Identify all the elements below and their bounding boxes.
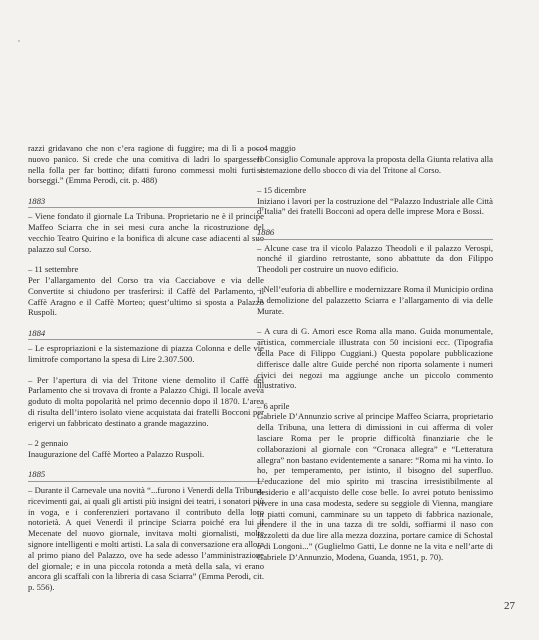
paragraph: – 15 dicembre Iniziano i lavori per la costruzione del “Palazzo Industriale alle Città d’Italia” dei fratelli Bocconi ad opera delle imprese Mora e Bossi. <box>257 184 493 217</box>
paragraph: – 11 settembre Per l’allargamento del Corso tra via Cacciabove e via delle Convertite si chiudono per trasferirsi: il Caffè del Parlamento, il Caffè Aragno e il Caffè Morteo; quest’ultimo si sposta a Palazzo Ruspoli. <box>28 264 264 318</box>
paragraph: razzi gridavano che non c’era ragione di fuggire; ma di lì a poco nuovo panico. Si crede che una comitiva di ladri lo spargessero nella folla per far bottino; difatti furono commessi molti furti e borseggi.” (Emma Perodi, cit. p. 488) <box>28 143 264 186</box>
left-column <box>28 143 264 602</box>
paragraph: – 2 gennaio Inaugurazione del Caffè Morteo a Palazzo Ruspoli. <box>28 438 205 459</box>
paragraph: – Le espropriazioni e la sistemazione di piazza Colonna e delle vie limitrofe comportano la spesa di Lire 2.307.500. <box>28 343 264 365</box>
year-heading: 1883 <box>28 196 264 209</box>
year-heading: 1885 <box>28 469 264 482</box>
paragraph: – Alcune case tra il vicolo Palazzo Theodoli e il palazzo Verospi, nonché il giardino retrostante, sono abbattute da don Filippo Theodoli per costruire un nuovo edificio. <box>257 242 493 275</box>
year-heading: 1886 <box>257 227 493 240</box>
right-column <box>257 143 493 572</box>
paragraph: – 6 aprile Gabriele D’Annunzio scrive al principe Maffeo Sciarra, proprietario della Tribuna, una lettera di dimissioni in cui afferma di voler lasciare Roma per le proprie difficoltà finanziarie che le collaborazioni al giornale con “Cronaca allegra” e “Letteratura allegra” non bastano evidentemente a sanare: “Roma mi ha vinto. Io ho, per temperamento, per istinto, il bisogno del superfluo. L’educazione del mio spirito mi trascina irresistibilmente al desiderio e all’acquisto delle cose belle. Io avrei potuto benissimo vivere in una casa modesta, sedere su seggiole di Vienna, mangiare in piatti comuni, camminare su un tappeto di fabbrica nazionale, prendere il the in una tazza di tre soldi, soffiarmi il naso con fazzoletti da due lire alla mezza dozzina, portare camice di Schostal o di Longoni...” (Guglielmo Gatti, Le donne ne la vita e nell’arte di Gabriele D’Annunzio, Modena, Guanda, 1951, p. 70). <box>257 400 493 562</box>
paragraph: – Durante il Carnevale una novità “...furono i Venerdì della Tribuna, ricevimenti gai, ai quali gli artisti più insigni dei teatri, i sonatori più in voga, e i conferenzieri portavano il contributo della loro notorietà. A quei Venerdì il principe Sciarra poiché era lui il Mecenate del nuovo giornale, invitava molti giornalisti, molte signore intelligenti e molti artisti. La sala di conversazione era allora al primo piano del Palazzo, ove ha sede adesso l’amministrazione del giornale; e in una piccola rotonda a metà della sala, vi erano ancora gli scaffali con la libreria di casa Sciarra” (Emma Perodi, cit. p. 556). <box>28 484 265 593</box>
paragraph: – Nell’euforia di abbellire e modernizzare Roma il Municipio ordina la demolizione del palazzetto Sciarra e l’allargamento di via delle Murate. <box>257 284 494 317</box>
paragraph: – 4 maggio Il Consiglio Comunale approva la proposta della Giunta relativa alla sistemazione dello sbocco di via del Tritone al Corso. <box>257 143 493 175</box>
paragraph: – Viene fondato il giornale La Tribuna. Proprietario ne è il principe Maffeo Sciarra che in sei mesi cura anche la ricostruzione del vecchio Teatro Quirino e la bonifica di alcune case adiacenti al suo palazzo sul Corso. <box>28 211 264 254</box>
page-mark <box>18 40 20 42</box>
paragraph: – A cura di G. Amori esce Roma alla mano. Guida monumentale, artistica, commerciale illustrata con 50 incisioni ecc. (Tipografia della Pace di Filippo Cuggiani.) Questa popolare pubblicazione differisce dalle altre Guide perché non riporta solamente i numeri civici dei negozi ma aggiunge anche un piccolo commento illustrativo. <box>257 326 493 391</box>
year-heading: 1884 <box>28 328 264 341</box>
page-number: 27 <box>504 600 515 612</box>
paragraph: – Per l’apertura di via del Tritone viene demolito il Caffè del Parlamento che si trovava di fronte a Palazzo Chigi. Il locale aveva goduto di molta popolarità nel primo decennio dopo il 1870. L’area di risulta dell’intero isolato viene acquistata dai fratelli Bocconi per erigervi un fabbricato destinato a grande magazzino. <box>28 374 264 428</box>
